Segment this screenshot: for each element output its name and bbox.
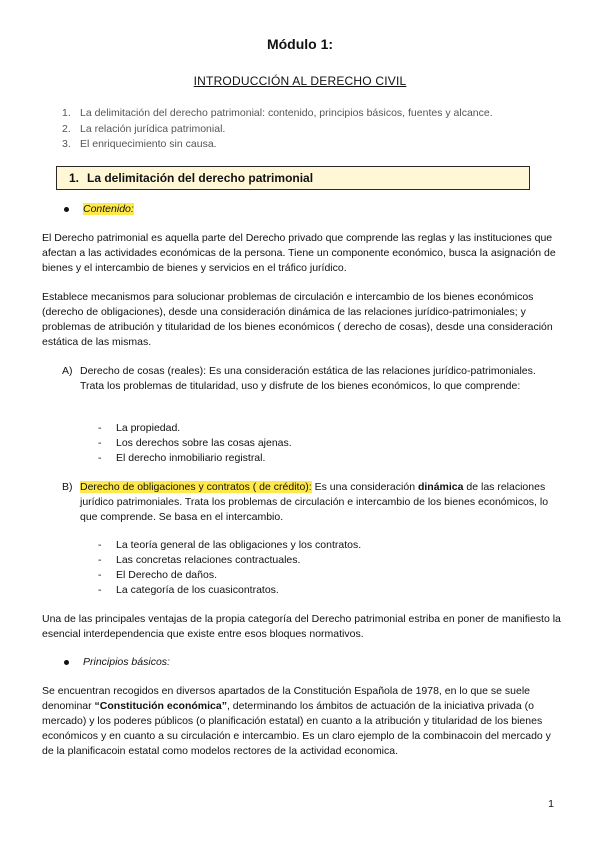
list-item-text: La categoría de los cuasicontratos. [116,584,279,596]
paragraph-ventajas: Una de las principales ventajas de la propia categoría del Derecho patrimonial estriba en poner de manifiesto la esencial interdependencia que existe entre esos bloques normativos. [42,613,561,640]
bullet-icon [64,207,69,212]
list-item [98,568,498,583]
list-item-text: El Derecho de daños. [116,569,217,581]
list-item-text: El derecho inmobiliario registral. [116,452,266,464]
list-item [98,421,498,436]
dash-icon: - [98,422,102,434]
toc-number: 1. [62,107,71,119]
section-title: La delimitación del derecho patrimonial [87,171,314,185]
item-a [62,364,562,394]
paragraph-principios [42,684,562,759]
dash-icon: - [98,539,102,551]
list-item-text: La propiedad. [116,422,181,434]
list-b [98,538,498,598]
principios-text-pre: Se encuentran recogidos en diversos apartados de la Constitución Española de 1978, en lo que se suele denominar [42,685,530,712]
item-b-letter: B) [62,481,73,493]
principios-bold: “Constitución económica” [94,700,227,712]
section-number: 1. [69,171,80,185]
module-subtitle: INTRODUCCIÓN AL DERECHO CIVIL [193,74,407,88]
dash-icon: - [98,452,102,464]
list-a [98,421,498,466]
principios-text-post: , determinando los ámbitos de actuación de la iniciativa privada (o mercado) y los poderes públicos (o planificación estatal) en cuanto a la atribución y titularidad de los bienes económicos y en cuanto a su circulación e intercambio. Es un claro ejemplo de la combinacoin del mercado y de la planificacoin estatal como modelos rectores de la actividad economica. [42,700,551,757]
dash-icon: - [98,437,102,449]
toc-text: La relación jurídica patrimonial. [80,122,226,135]
list-item [98,583,498,598]
paragraph-definition: El Derecho patrimonial es aquella parte del Derecho privado que comprende las reglas y las instituciones que afectan a las actividades económicas de la persona. Tiene un componente económico, busca la asignación de bienes y el intercambio de bienes y servicios en el tráfico jurídico. [42,232,556,274]
page-number: 1 [548,798,554,810]
principios-label: Principios básicos: [83,656,170,668]
item-a-letter: A) [62,365,73,377]
item-b-text [80,480,562,525]
principios-bullet [64,656,170,668]
module-title: Módulo 1: [266,36,334,52]
bullet-icon [64,660,69,665]
dash-icon: - [98,569,102,581]
toc-number: 2. [62,122,71,135]
contenido-bullet [64,203,134,215]
dash-icon: - [98,554,102,566]
list-item-text: Los derechos sobre las cosas ajenas. [116,437,292,449]
list-item-text: Las concretas relaciones contractuales. [116,554,301,566]
item-b-bold: dinámica [417,481,464,493]
list-item-text: La teoría general de las obligaciones y los contratos. [116,539,362,551]
toc-item [62,106,562,122]
item-a-text: Derecho de cosas (reales): Es una consideración estática de las relaciones jurídico-patrimoniales. Trata los problemas de titularidad, uso y disfrute de los bienes económicos, lo que comprende: [80,365,536,392]
list-item [98,553,498,568]
paragraph-mechanisms: Establece mecanismos para solucionar problemas de circulación e intercambio de los bienes económicos (derecho de obligaciones), desde una consideración dinámica de las relaciones jurídico-patrimoniales; y problemas de atribución y titularidad de los bienes económicos ( derecho de cosas), desde una consideración estática de las mismas. [42,291,553,348]
contenido-label: Contenido: [83,203,134,215]
toc-item [62,137,562,153]
toc-text: La delimitación del derecho patrimonial: contenido, principios básicos, fuentes y alcance. [80,107,493,119]
table-of-contents [62,106,562,153]
toc-item [62,122,562,138]
item-b [62,480,562,525]
dash-icon: - [98,584,102,596]
item-b-text-post: de las relaciones jurídico patrimoniales. Trata los problemas de circulación e intercambio de los bienes económicos, lo que comprende. Se basa en el intercambio. [80,481,549,523]
list-item [98,436,498,451]
toc-number: 3. [62,138,71,150]
item-b-highlight: Derecho de obligaciones y contratos ( de crédito): [80,481,312,493]
section-heading [56,166,530,190]
list-item [98,538,498,553]
list-item [98,451,498,466]
toc-text: El enriquecimiento sin causa. [80,138,217,150]
item-b-text-pre: Es una consideración [311,481,418,493]
